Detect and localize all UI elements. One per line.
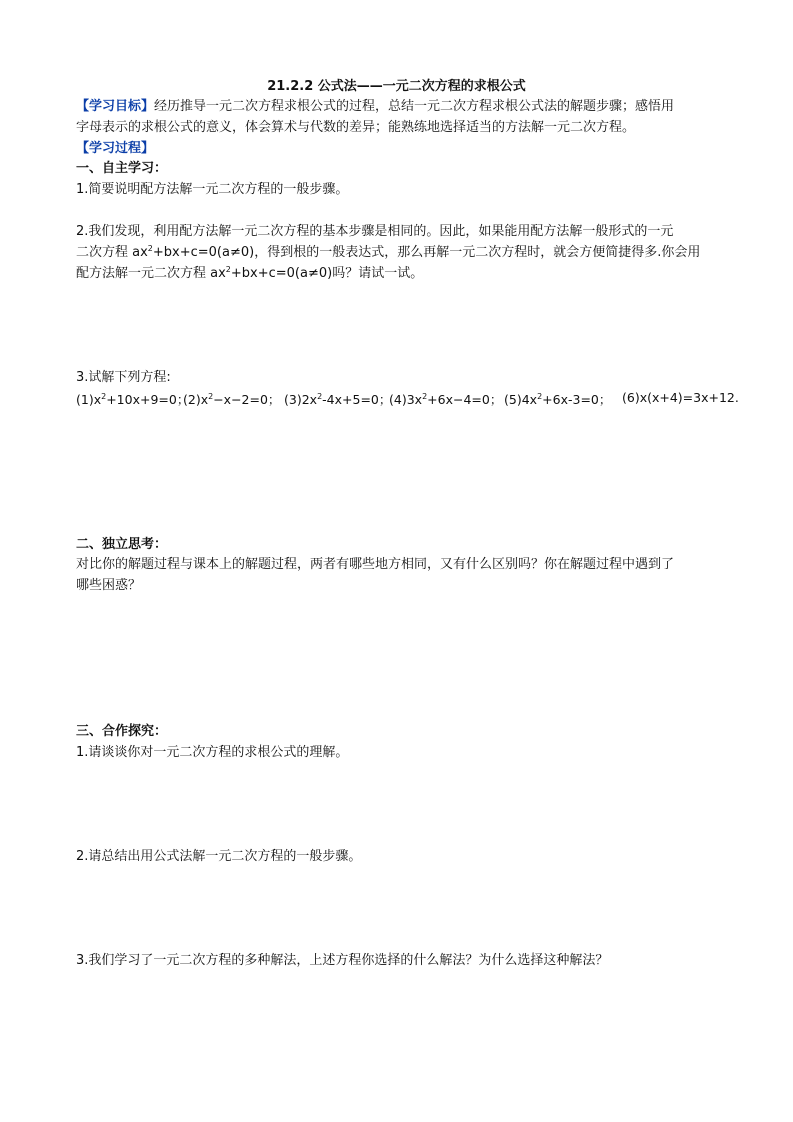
learning-goal-tag: 【学习目标】 xyxy=(76,99,155,114)
equation-3: $(3)2x^2-4x+5=0$； xyxy=(284,392,392,407)
learning-process-tag: 【学习过程】 xyxy=(76,141,155,156)
q2-line3-part-a: 配方法解一元二次方程 ax xyxy=(76,266,226,281)
superscript-2: 2 xyxy=(225,265,231,274)
equation-list xyxy=(76,390,739,408)
section-3-question-3: 3.我们学习了一元二次方程的多种解法，上述方程你选择的什么解法？为什么选择这种解法？ xyxy=(76,953,609,968)
section-1-question-2-line-2 xyxy=(76,244,700,262)
section-1-heading: 一、自主学习： xyxy=(76,161,168,176)
section-3-heading: 三、合作探究： xyxy=(76,724,168,739)
section-1-question-2-line-1: 2.我们发现，利用配方法解一元二次方程的基本步骤是相同的。因此，如果能用配方法解一般形式的一元 xyxy=(76,224,674,239)
q2-line2-part-b: +bx+c=0(a≠0)，得到根的一般表达式，那么再解一元二次方程时，就会方便简捷得多.你会用 xyxy=(152,245,701,260)
equation-4: $(4)3x^2+6x-4=0$； xyxy=(389,392,503,407)
section-1-question-1: 1.简要说明配方法解一元二次方程的一般步骤。 xyxy=(76,182,349,197)
q2-line2-part-a: 二次方程 ax xyxy=(76,245,148,260)
equation-2: $(2)x^2-x-2=0$； xyxy=(183,392,281,407)
equation-1: $(1)x^2+10x+9=0$； xyxy=(76,392,190,407)
section-1-question-3: 3.试解下列方程: xyxy=(76,370,171,385)
section-3-question-1: 1.请谈谈你对一元二次方程的求根公式的理解。 xyxy=(76,745,349,760)
section-3-question-2: 2.请总结出用公式法解一元二次方程的一般步骤。 xyxy=(76,849,362,864)
q2-line3-part-b: +bx+c=0(a≠0)吗？请试一试。 xyxy=(230,266,424,281)
section-2-text-1: 对比你的解题过程与课本上的解题过程，两者有哪些地方相同，又有什么区别吗？你在解题过程中遇到了 xyxy=(76,557,675,572)
section-1-question-2-line-3 xyxy=(76,265,423,283)
section-2-heading: 二、独立思考： xyxy=(76,537,168,552)
learning-goal-text-1: 经历推导一元二次方程求根公式的过程，总结一元二次方程求根公式法的解题步骤；感悟用 xyxy=(154,99,675,114)
section-2-text-2: 哪些困惑？ xyxy=(76,578,142,593)
learning-goal-text-2: 字母表示的求根公式的意义，体会算术与代数的差异；能熟练地选择适当的方法解一元二次方程。 xyxy=(76,120,636,135)
learning-goal-line-1 xyxy=(76,98,674,116)
equation-6: (6)x(x+4)=3x+12. xyxy=(622,390,739,405)
superscript-2: 2 xyxy=(147,244,153,253)
page-title: 21.2.2 公式法——一元二次方程的求根公式 xyxy=(267,79,526,94)
equation-5: $(5)4x^2+6x-3=0$； xyxy=(504,392,612,407)
